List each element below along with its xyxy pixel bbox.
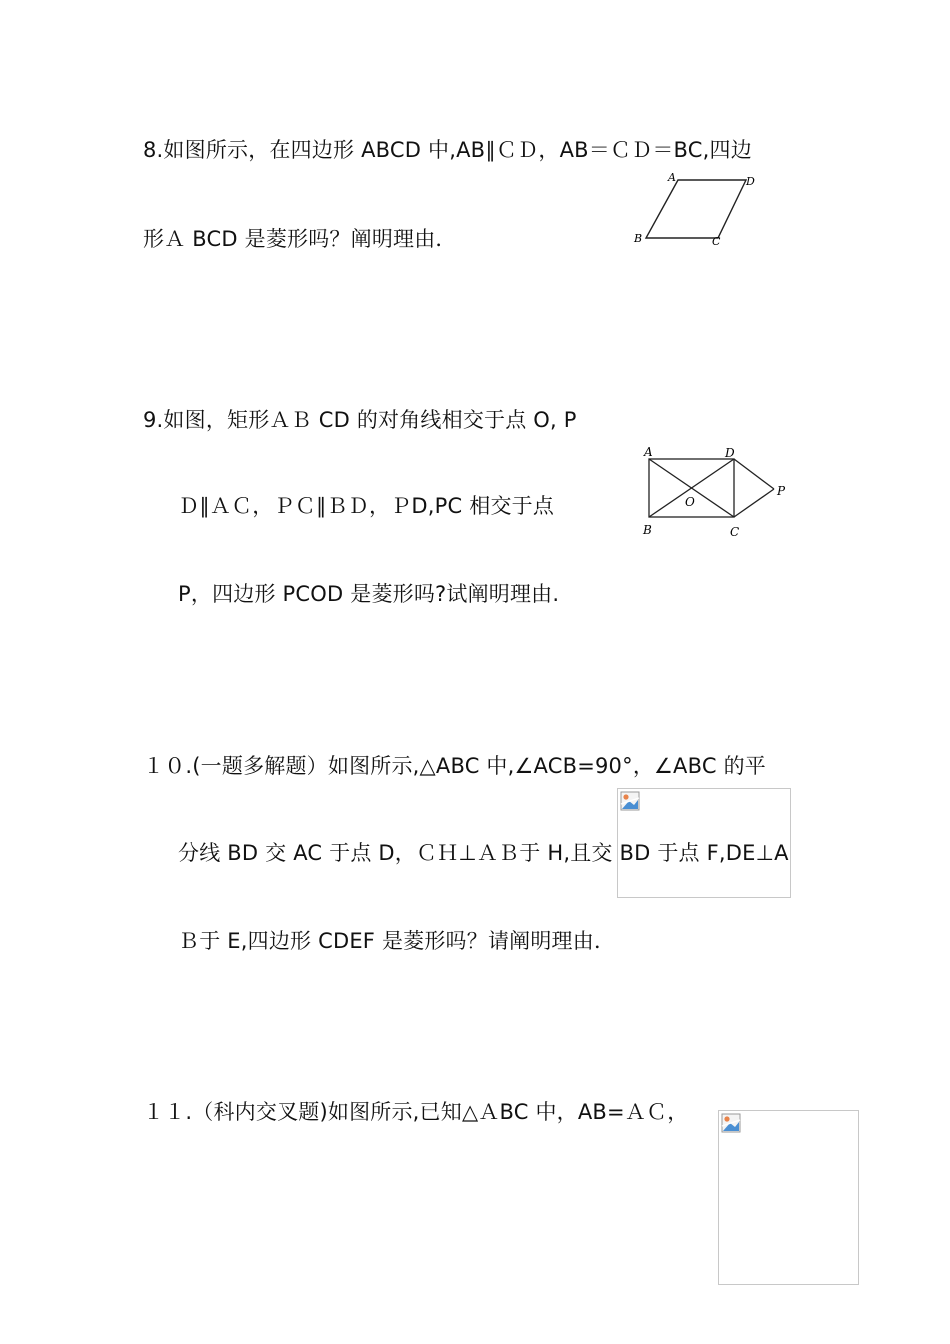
- q8-parallelogram-figure: [628, 168, 758, 250]
- q10-line-3: Ｂ于 E,四边形 CDEF 是菱形吗？请阐明理由．: [178, 929, 616, 953]
- q8-label-d: D: [746, 175, 755, 188]
- q8-label-c: C: [712, 235, 721, 248]
- q10-line-1: １０.(一题多解题）如图所示,△ABC 中,∠ACB=90°，∠ABC 的平: [143, 754, 766, 778]
- q11-line-1: １１.（科内交叉题)如图所示,已知△ＡBC 中，AB=ＡＣ，: [143, 1100, 689, 1124]
- q9-label-a: A: [644, 445, 653, 459]
- q10-line-2: 分线 BD 交 AC 于点 D，ＣＨ⊥ＡＢ于 H,且交 BD 于点 F,DE⊥A: [178, 841, 789, 865]
- q8-label-a: A: [668, 171, 676, 184]
- q9-label-o: O: [685, 495, 695, 509]
- broken-image-icon: [721, 1113, 741, 1133]
- q9-label-c: C: [730, 525, 740, 539]
- q9-label-b: B: [643, 523, 652, 537]
- q9-line-3: P，四边形 PCOD 是菱形吗?试阐明理由.: [178, 582, 560, 606]
- q9-line-1: 9.如图，矩形ＡＢ CD 的对角线相交于点 O, P: [143, 408, 577, 432]
- parallelogram-shape: [646, 180, 746, 238]
- segment-dp: [734, 459, 774, 489]
- q9-rectangle-figure: [636, 440, 796, 542]
- q8-line-2: 形Ａ BCD 是菱形吗？阐明理由．: [143, 227, 457, 251]
- broken-image-icon: [620, 791, 640, 811]
- q8-label-b: B: [634, 232, 643, 245]
- q9-label-p: P: [777, 484, 786, 498]
- q8-line-1: 8.如图所示，在四边形 ABCD 中,AB∥ＣＤ，AB＝ＣＤ＝BC,四边: [143, 138, 752, 162]
- q9-line-2: Ｄ∥ＡＣ，ＰＣ∥ＢＤ，ＰD,PC 相交于点: [178, 494, 555, 518]
- q10-broken-image: [617, 788, 791, 898]
- q11-broken-image: [718, 1110, 859, 1285]
- q9-label-d: D: [725, 446, 735, 460]
- segment-cp: [734, 489, 774, 517]
